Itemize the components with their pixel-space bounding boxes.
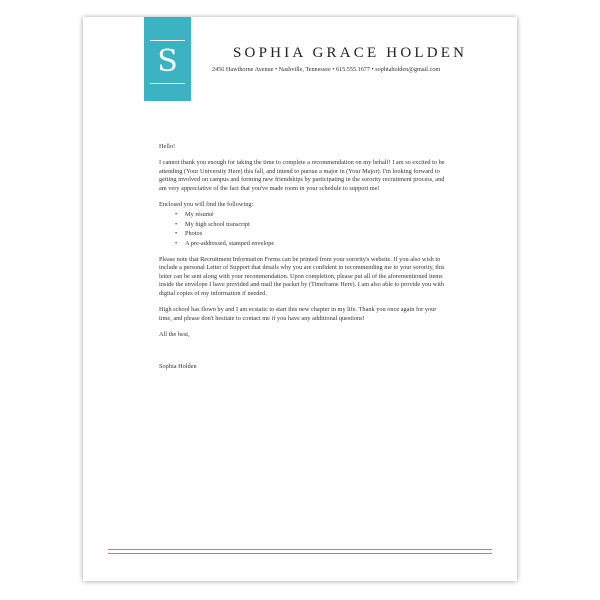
bullet-icon: • (175, 211, 178, 219)
list-item-text: A pre-addressed, stamped envelope (185, 239, 275, 247)
bullet-icon: • (175, 230, 178, 238)
signature: Sophia Holden (159, 363, 197, 371)
paragraph-instructions: Please note that Recruitment Information Forms can be printed from your sorority's website. If you also wish to include a personal Letter of Support that details why you are confident in recommending me to your sorority, this letter can be sent along with your recommendation. Upon completion, please put all of the aforementioned items inside the envelope I have provided and mail the packet by (Timeframe Here). I am also able to provide you with digital copies of my information if needed. (159, 256, 445, 297)
bullet-icon: • (175, 239, 178, 247)
letter-body (159, 143, 449, 380)
monogram-letter: S (157, 44, 178, 79)
footer-rule-top (108, 549, 492, 550)
list-item (175, 211, 449, 219)
list-item-text: Photos (185, 230, 203, 238)
monogram-rule-bottom (150, 83, 185, 84)
enclosed-intro: Enclosed you will find the following: (159, 201, 254, 209)
letter-page (83, 17, 517, 581)
closing: All the best, (159, 330, 190, 338)
monogram-rule-top (150, 40, 185, 41)
enclosed-list (159, 211, 449, 248)
paragraph-thanks: High school has flown by and I am ecstatic to start this new chapter in my life. Thank you once again for your time, and please don't hesitate to contact me if you have any additional questions! (159, 306, 437, 322)
sender-name: SOPHIA GRACE HOLDEN (233, 45, 468, 61)
sender-contact-line: 2456 Hawthorne Avenue • Nashville, Tennessee • 615.555.1677 • sophiaholden@gmail.com (212, 66, 441, 73)
footer-rule-bottom (108, 553, 492, 554)
list-item (175, 220, 449, 229)
greeting: Hello! (159, 143, 176, 150)
paragraph-intro: I cannot thank you enough for taking the time to complete a recommendation on my behalf! I am so excited to be attending (Your University Here) this fall, and intend to pursue a major in (Your Major). I'm looking forward to getting involved on campus and forming new friendships by participating in the sorority recruitment process, and am very appreciative of the fact that you've made room in your schedule to support me! (159, 159, 445, 192)
list-item-text: My résumé (185, 211, 214, 219)
list-item (175, 239, 449, 248)
list-item (175, 230, 449, 238)
bullet-icon: • (175, 220, 178, 228)
monogram-block (144, 17, 191, 101)
list-item-text: My high school transcript (185, 220, 250, 228)
